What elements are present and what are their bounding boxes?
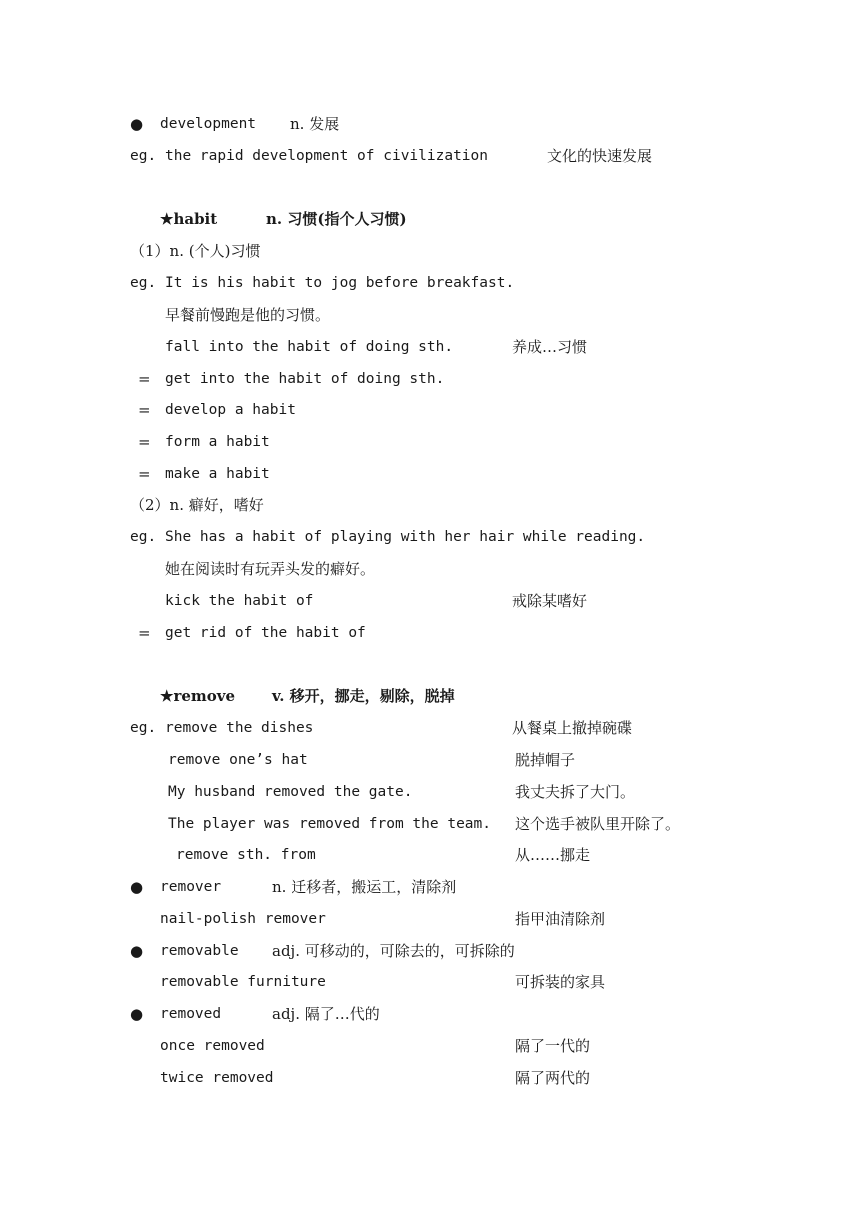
eg1-label-habit: eg. [130,275,157,291]
phrase2-zh-habit: 戒除某嗜好 [512,592,588,610]
example-zh: 从……挪走 [515,846,591,864]
phrase1-zh-habit: 养成…习惯 [512,338,588,356]
word-removed: removed [160,1006,222,1022]
sense1-habit: （1）n. (个人)习惯 [130,242,261,260]
example-en: My husband removed the gate. [168,784,413,800]
example-zh: 脱掉帽子 [515,751,576,769]
example-zh: 隔了两代的 [515,1069,591,1087]
example-zh: 可拆装的家具 [515,973,606,991]
eq-sign: = [138,370,151,388]
synonym-4: make a habit [165,466,270,482]
example-zh: 我丈夫拆了大门。 [515,783,636,801]
eg2-en-habit: She has a habit of playing with her hair while reading. [165,529,646,545]
example-zh: 指甲油清除剂 [515,910,606,928]
bullet-removable: ● [130,942,144,960]
synonym-2: develop a habit [165,402,296,418]
eg1-en-habit: It is his habit to jog before breakfast. [165,275,515,291]
eg2-label-habit: eg. [130,529,157,545]
def-development: n. 发展 [290,115,340,133]
heading-remove: ★remove [160,687,236,705]
phrase2-en-habit: kick the habit of [165,593,314,609]
example-en: removable furniture [160,974,326,990]
eg-en-development: the rapid development of civilization [165,148,489,164]
bullet-remover: ● [130,878,144,896]
eg2-zh-habit: 她在阅读时有玩弄头发的癖好。 [165,560,376,578]
synonym-3: form a habit [165,434,270,450]
example-en: once removed [160,1038,265,1054]
example-zh: 隔了一代的 [515,1037,591,1055]
heading-def-habit: n. 习惯(指个人习惯) [266,210,407,228]
example-en: twice removed [160,1070,274,1086]
phrase2-synonym: get rid of the habit of [165,625,366,641]
word-removable: removable [160,943,239,959]
example-zh: 这个选手被队里开除了。 [515,815,681,833]
eq-sign: = [138,433,151,451]
example-en: nail-polish remover [160,911,326,927]
example-en: The player was removed from the team. [168,816,492,832]
bullet-development: ● [130,115,144,133]
heading-def-remove: v. 移开，挪走，剔除，脱掉 [272,687,455,705]
eg-label-development: eg. [130,148,157,164]
word-development: development [160,116,257,132]
example-zh: 从餐桌上撤掉碗碟 [512,719,633,737]
def-removable: adj. 可移动的，可除去的，可拆除的 [272,942,515,960]
bullet-removed: ● [130,1005,144,1023]
synonym-1: get into the habit of doing sth. [165,371,445,387]
eq-sign: = [138,624,151,642]
example-en: remove sth. from [176,847,316,863]
eg1-zh-habit: 早餐前慢跑是他的习惯。 [165,306,331,324]
example-en: remove one’s hat [168,752,308,768]
def-removed: adj. 隔了…代的 [272,1005,380,1023]
heading-habit: ★habit [160,210,218,228]
example-en: remove the dishes [165,720,314,736]
eg-zh-development: 文化的快速发展 [547,147,653,165]
sense2-habit: （2）n. 癖好，嗜好 [130,496,264,514]
eg-label-remove: eg. [130,720,157,736]
def-remover: n. 迁移者，搬运工，清除剂 [272,878,457,896]
phrase1-en-habit: fall into the habit of doing sth. [165,339,454,355]
eq-sign: = [138,401,151,419]
eq-sign: = [138,465,151,483]
word-remover: remover [160,879,222,895]
